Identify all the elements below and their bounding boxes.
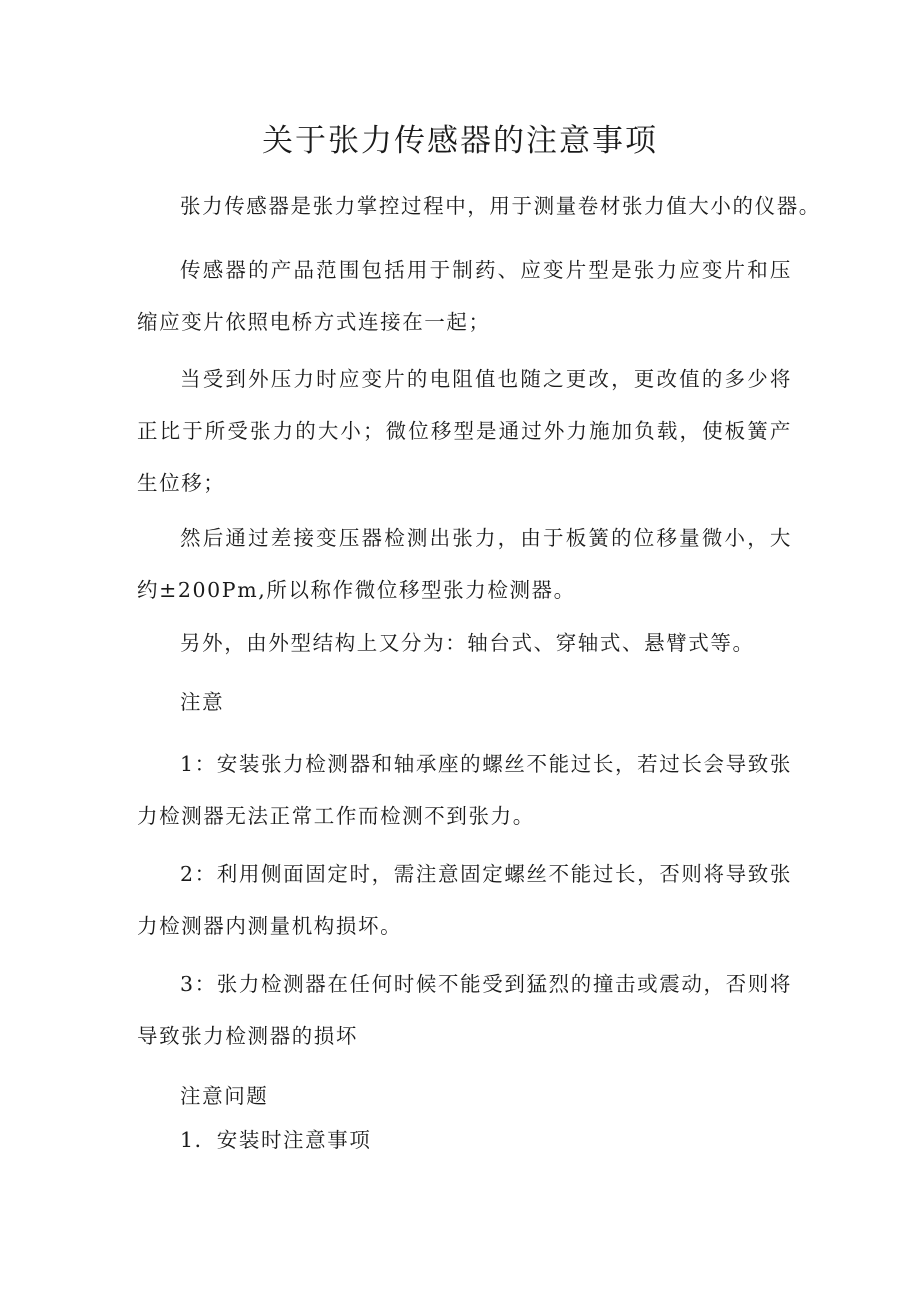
page-title: 关于张力传感器的注意事项 [262, 123, 658, 159]
paragraph-differential-transformer: 然后通过差接变压器检测出张力，由于板簧的位移量微小，大约±200Pm,所以称作微位移型张力检测器。 [137, 526, 792, 602]
paragraph-note-2: 2：利用侧面固定时，需注意固定螺丝不能过长，否则将导致张力检测器内测量机构损坏。 [137, 862, 792, 938]
paragraph-note-1: 1：安装张力检测器和轴承座的螺丝不能过长，若过长会导致张力检测器无法正常工作而检测不到张力。 [137, 752, 792, 828]
paragraph-product-range: 传感器的产品范围包括用于制药、应变片型是张力应变片和压缩应变片依照电桥方式连接在一起； [137, 258, 792, 334]
paragraph-note-3: 3：张力检测器在任何时候不能受到猛烈的撞击或震动，否则将导致张力检测器的损坏 [137, 972, 792, 1048]
list-item-installation: 1．安装时注意事项 [180, 1128, 372, 1152]
section-heading: 注意问题 [180, 1084, 269, 1108]
paragraph-note-label: 注意 [180, 690, 225, 714]
paragraph-structure-types: 另外，由外型结构上又分为：轴台式、穿轴式、悬臂式等。 [180, 631, 755, 655]
paragraph-intro: 张力传感器是张力掌控过程中，用于测量卷材张力值大小的仪器。 [180, 194, 821, 218]
paragraph-resistance-change: 当受到外压力时应变片的电阻值也随之更改，更改值的多少将正比于所受张力的大小；微位移型是通过外力施加负载，使板簧产生位移； [137, 367, 792, 495]
